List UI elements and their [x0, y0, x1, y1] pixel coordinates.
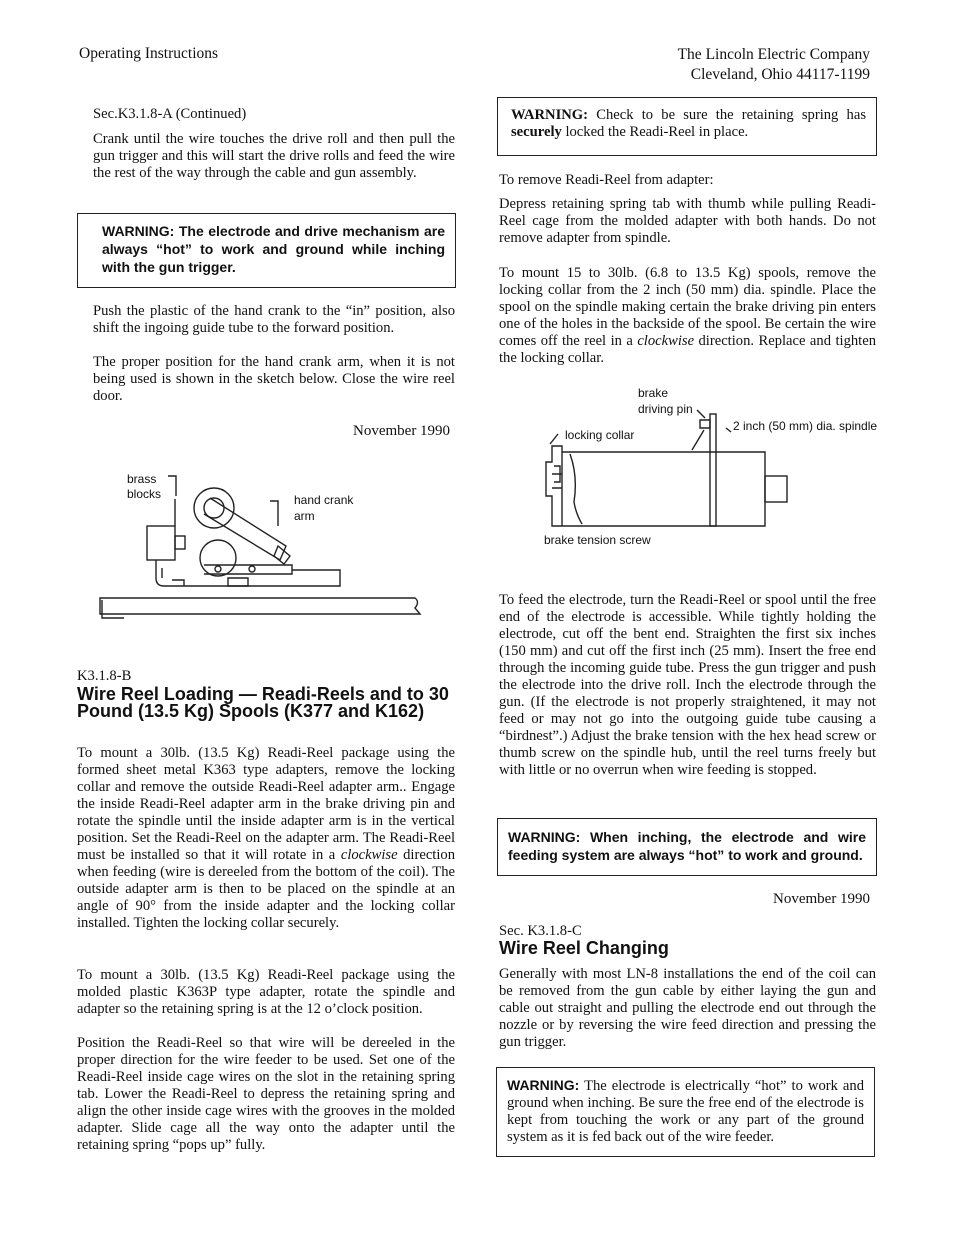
warning-text [511, 107, 866, 141]
paragraph-crank-position: The proper position for the hand crank arm, when it is not being used is shown in the sketch below. Close the wire reel door. [93, 354, 455, 404]
paragraph-depress-tab: Depress retaining spring tab with thumb while pulling Readi-Reel cage from the molded adapter with both hands. Do not remove adapter from spindle. [499, 196, 876, 246]
section-b-number: K3.1.8-B [77, 668, 132, 684]
header-company: The Lincoln Electric Company [677, 46, 870, 63]
date-right: November 1990 [773, 891, 871, 907]
paragraph-readi-reel-k363-b: direction when feeding (wire is dereeled from the bottom of the coil). The outside adapter arm is then to be placed on the spindle at an angle of 90° from the inside adapter and the locking collar installed. Tighten the locking collar securely. [77, 847, 455, 931]
label-locking-collar: locking collar [565, 428, 635, 442]
paragraph-readi-reel-k363p: To mount a 30lb. (13.5 Kg) Readi-Reel package using the molded plastic K363P type adapter, rotate the spindle and adapter so the retaining spring is at the 12 o’clock position. [77, 967, 455, 1017]
paragraph-mount-spools [499, 265, 876, 367]
section-b-title: Wire Reel Loading — Readi-Reels and to 30 Pound (13.5 Kg) Spools (K377 and K162) [77, 684, 449, 721]
paragraph-readi-reel-k363-em: clockwise [340, 847, 398, 863]
warning-box-inching-feed [497, 818, 877, 876]
remove-title: To remove Readi-Reel from adapter: [499, 172, 714, 188]
header-left: Operating Instructions [79, 45, 219, 62]
warning-label: WARNING: [102, 223, 175, 239]
warning-text [508, 828, 866, 864]
paragraph-mount-spools-b: direction. Replace and tighten the locking collar. [499, 333, 876, 366]
hand-crank-sketch [100, 468, 430, 628]
warning-label: WARNING: [511, 107, 589, 123]
section-c-number: Sec. K3.1.8-C [499, 923, 582, 939]
label-arm: arm [294, 509, 315, 523]
paragraph-wire-reel-changing: Generally with most LN-8 installations the end of the coil can be removed from the gun cable by either laying the gun and cable out straight and pulling the electrode end out through the nozzle or by reversing the wire feed direction and pressing the gun trigger. [499, 966, 876, 1050]
header-right [678, 45, 870, 85]
label-brake-tension-screw: brake tension screw [544, 533, 651, 547]
section-continued: Sec.K3.1.8-A (Continued) [93, 106, 247, 122]
label-hand-crank: hand crank [294, 493, 354, 507]
warning-text [102, 222, 445, 276]
paragraph-mount-spools-em: clockwise [637, 333, 695, 349]
section-c-title: Wire Reel Changing [499, 938, 669, 958]
paragraph-readi-reel-k363 [77, 745, 455, 932]
warning-label: WARNING: [508, 829, 581, 845]
label-brake: brake [638, 386, 669, 400]
warning-box-electrically-hot [496, 1067, 875, 1157]
paragraph-feed-electrode: To feed the electrode, turn the Readi-Reel or spool until the free end of the electrode is accessible. While tightly holding the electrode, cut off the bent end. Straighten the first six inches (150 mm) and cut off the first inch (25 mm). Insert the free end through the incoming guide tube. Press the gun trigger and push the electrode into the drive roll. Inch the electrode through the gun. (If the electrode is not properly straightened, it may not feed or may not go into the outgoing guide tube causing a “birdnest”.) Adjust the brake tension with the hex head screw or thumb screw on the spindle hub, until the reel turns freely but with little or no overrun when wire feeding is stopped. [499, 592, 876, 778]
warning-label: WARNING: [507, 1077, 580, 1093]
warning-body: When inching, the electrode and wire feeding system are always “hot” to work and ground. [508, 829, 866, 863]
paragraph-crank: Crank until the wire touches the drive roll and then pull the gun trigger and this will start the drive rolls and feed the wire the rest of the way through the cable and gun assembly. [93, 131, 455, 181]
warning-body-b: locked the Readi-Reel in place. [561, 124, 749, 140]
warning-body-bold: securely [511, 124, 562, 140]
date-left: November 1990 [353, 423, 451, 439]
spindle-drawing [540, 384, 900, 554]
warning-body: The electrode is electrically “hot” to work and ground when inching. Be sure the free end of the electrode is kept from touching the work or any part of the ground system as it is fed back out of the wire feeder. [507, 1078, 864, 1145]
label-blocks: blocks [127, 487, 162, 501]
label-spindle: 2 inch (50 mm) dia. spindle [733, 419, 878, 433]
label-brass: brass [127, 472, 157, 486]
header-address: Cleveland, Ohio 44117-1199 [690, 66, 870, 83]
paragraph-position-readi-reel: Position the Readi-Reel so that wire will be dereeled in the proper direction for the wire feeder to be used. Set one of the Readi-Reel inside cage wires on the slot in the retaining spring tab. Lower the Readi-Reel to depress the retaining spring and align the other inside cage wires with the grooves in the molded adapter. Slide cage all the way onto the adapter until the retaining spring “pops up” fully. [77, 1035, 455, 1153]
paragraph-readi-reel-k363-a: To mount a 30lb. (13.5 Kg) Readi-Reel package using the formed sheet metal K363 type adapters, remove the locking collar and remove the outside Readi-Reel adapter arm.. Engage the inside Readi-Reel adapter arm in the brake driving pin and rotate the spindle until the inside adapter arm is in the vertical position. Set the Readi-Reel on the adapter arm. The Readi-Reel must be installed so that it will rotate in a [77, 745, 455, 863]
paragraph-mount-spools-a: To mount 15 to 30lb. (6.8 to 13.5 Kg) spools, remove the locking collar from the 2 inch (50 mm) dia. spindle. Place the spool on the spindle making certain the brake driving pin enters one of the holes in the backside of the spool. Be certain the wire comes off the reel in a [499, 265, 876, 349]
warning-box-inching [77, 213, 456, 288]
label-driving-pin: driving pin [638, 402, 693, 416]
warning-body-a: Check to be sure the retaining spring has [588, 107, 866, 123]
paragraph-hand-crank-in: Push the plastic of the hand crank to the “in” position, also shift the ingoing guide tube to the forward position. [93, 303, 455, 336]
hand-crank-drawing [100, 468, 430, 628]
warning-body: The electrode and drive mechanism are always “hot” to work and ground while inching with the gun trigger. [102, 223, 445, 275]
warning-text [507, 1077, 864, 1146]
spindle-sketch [540, 384, 900, 554]
warning-box-retaining-spring [497, 97, 877, 156]
